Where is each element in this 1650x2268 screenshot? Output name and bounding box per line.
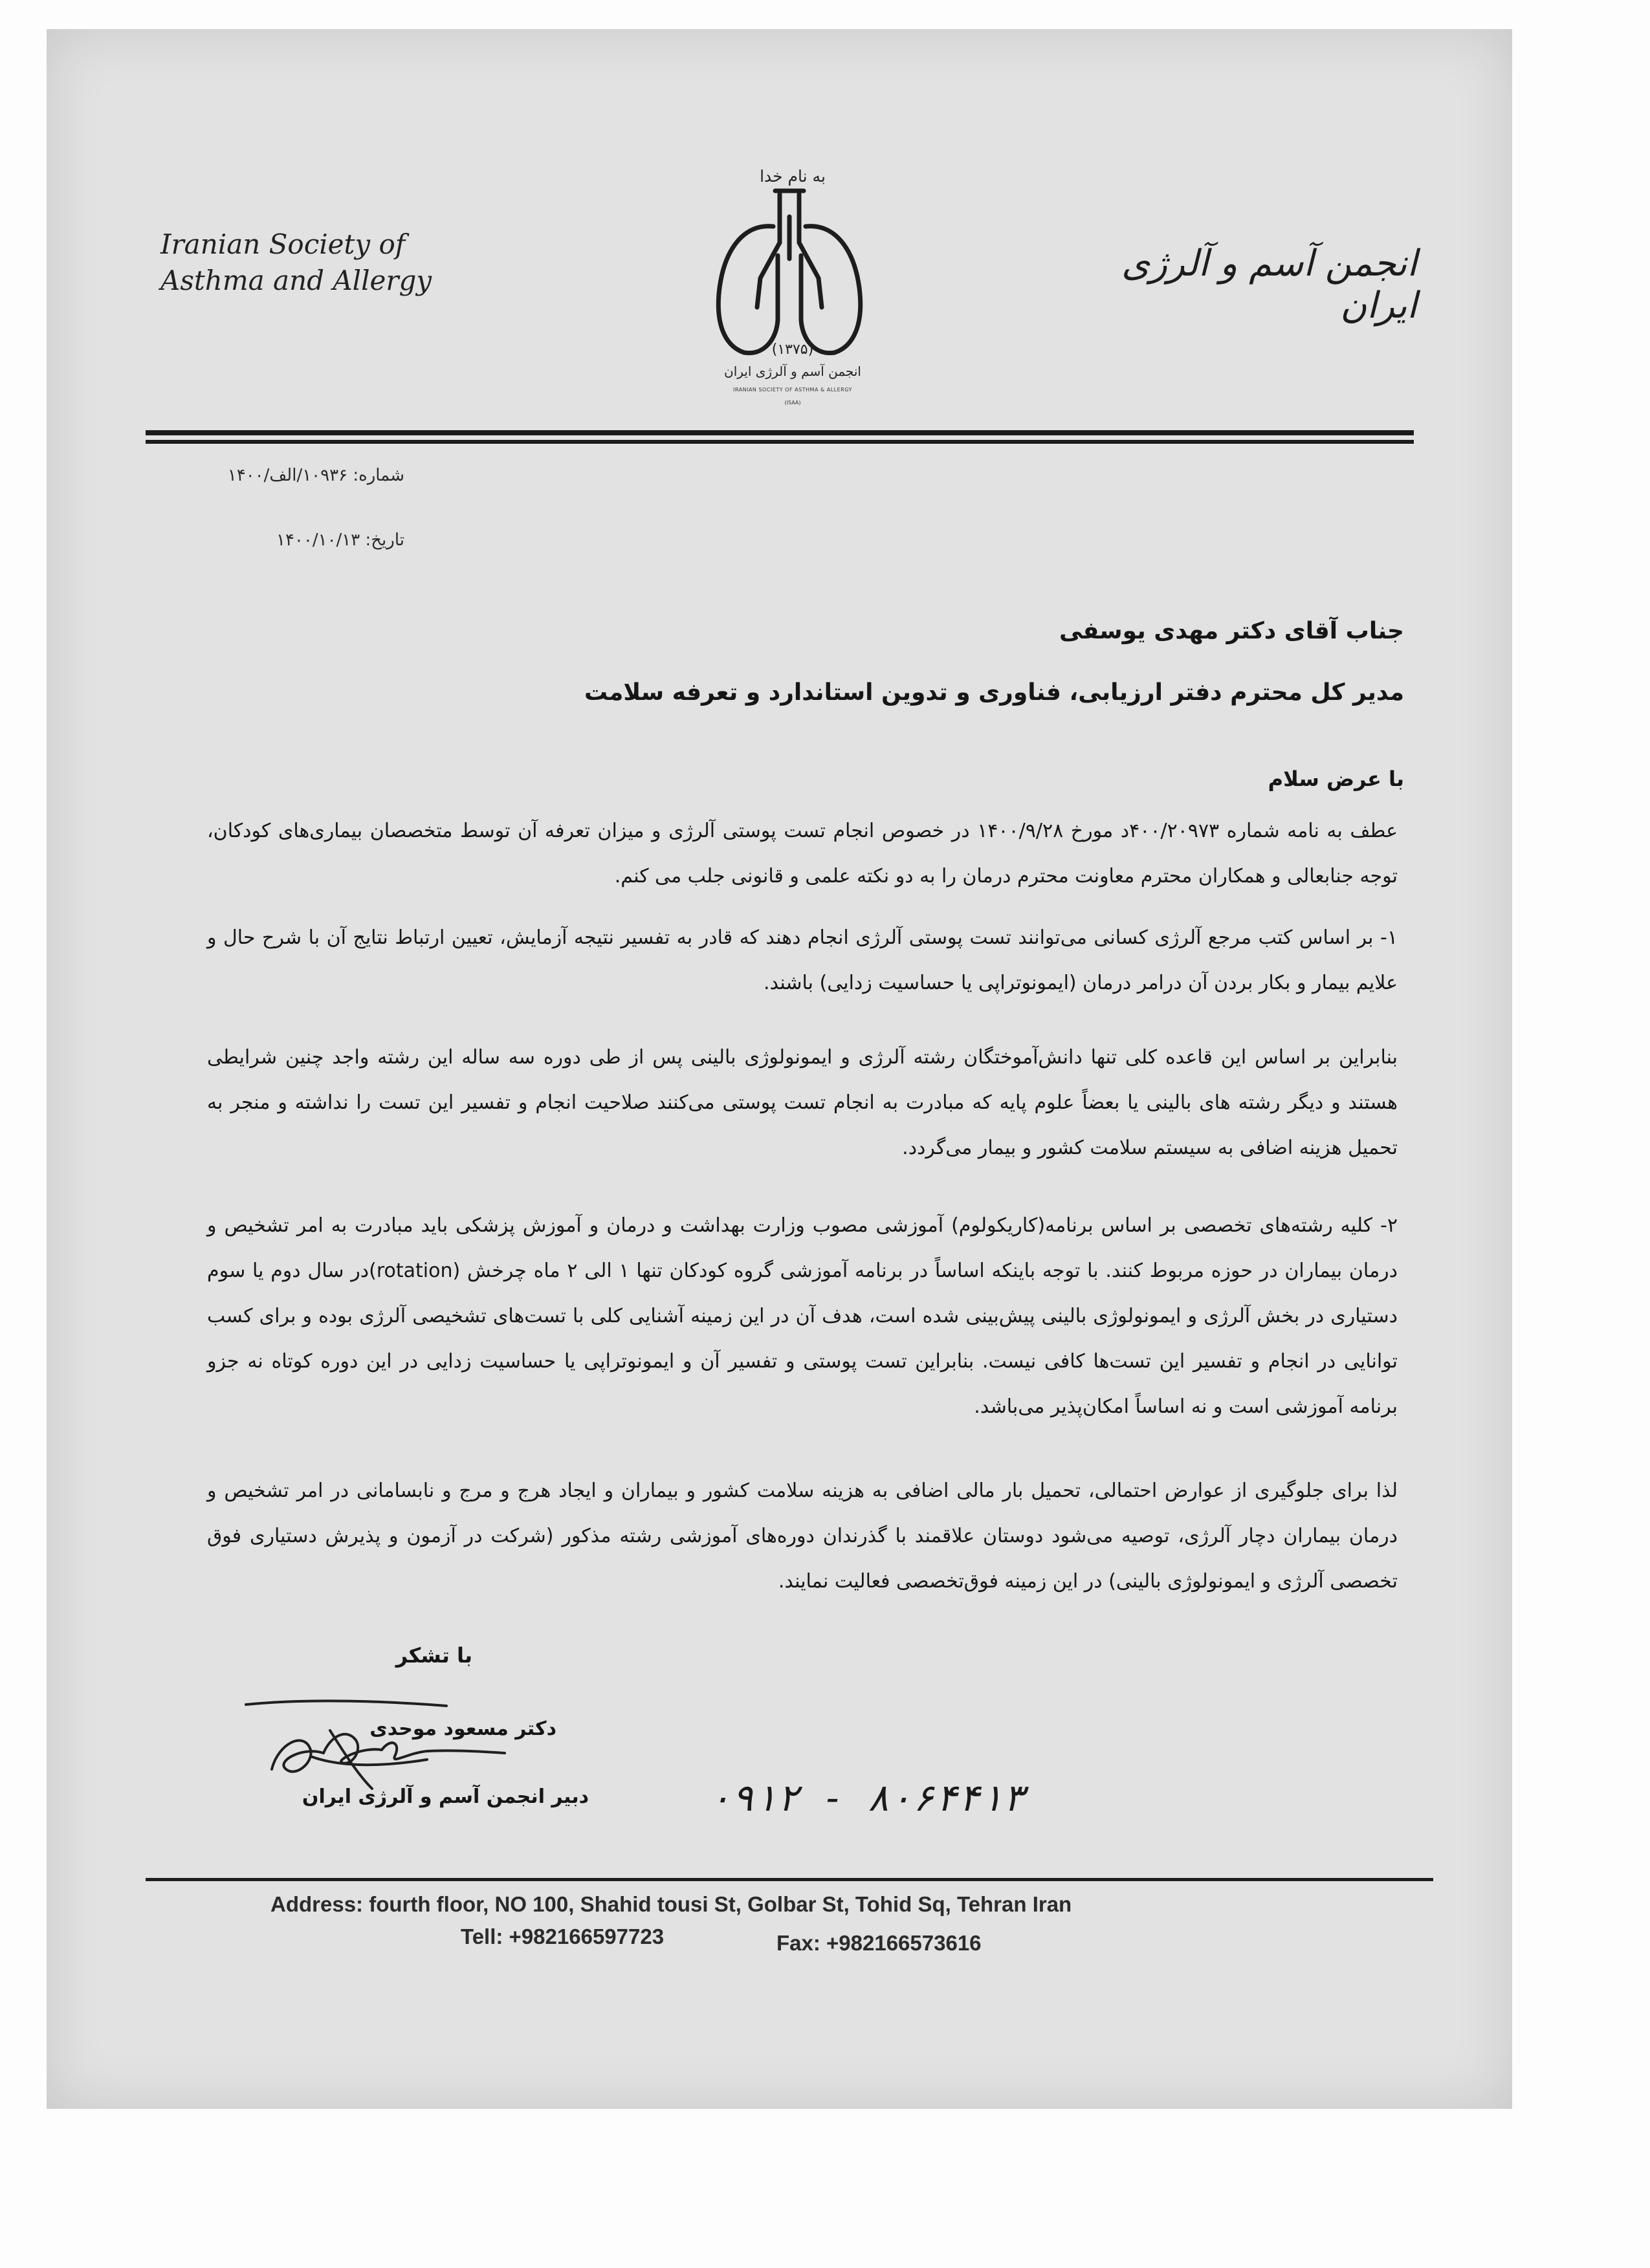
org-name-english-line2: Asthma and Allergy (160, 265, 432, 296)
signer-name: دکتر مسعود موحدی (369, 1717, 556, 1740)
logo-year: (۱۳۷۵) (771, 342, 814, 358)
paragraph-intro: عطف به نامه شماره ۴۰۰/۲۰۹۷۳د مورخ ۱۴۰۰/۹/۲۸ در خصوص انجام تست پوستی آلرژی و میزان تعرفه آن توسط متخصصان بیماری‌های کودکان، توجه جنابعالی و همکاران محترم معاونت محترم درمان را به دو نکته علمی و قانونی جلب می کنم. (207, 820, 1398, 888)
footer-tel: Tell: +982166597723 (461, 1925, 665, 1948)
org-name-english-line1: Iranian Society of (160, 228, 406, 260)
letter-number (146, 466, 404, 485)
paragraph-consequence: بنابراین بر اساس این قاعده کلی تنها دانش‌آموختگان رشته آلرژی و ایمونولوژی بالینی پس از طی دوره سه ساله این رشته واجد چنین شرایطی هستند و دیگر رشته های بالینی یا بعضاً علوم پایه که مبادرت به انجام تست پوستی می‌کنند صلاحیت انجام و تفسیر این تست را نداشته و منجر به تحمیل هزینه اضافی به سیستم سلامت کشور و بیمار می‌گردد. (207, 1046, 1398, 1159)
logo-name-english: IRANIAN SOCIETY OF ASTHMA & ALLERGY (733, 387, 852, 393)
org-name-persian: انجمن آسم و آلرژی ایران (1121, 243, 1417, 327)
paragraph-conclusion: لذا برای جلوگیری از عوارض احتمالی، تحمیل بار مالی اضافی به هزینه سلامت کشور و بیماران و ایجاد هرج و مرج و نابسامانی در امر تشخیص و درمان بیماران دچار آلرژی، توصیه می‌شود دوستان علاقمند با گذرندان دوره‌های آموزشی رشته مذکور (شرکت در آزمون و پذیرش دستیاری فوق تخصصی آلرژی و ایمونولوژی بالینی) در این زمینه فوق‌تخصصی فعالیت نمایند. (207, 1479, 1398, 1593)
org-name-english (160, 226, 497, 299)
letter-date-value: ۱۴۰۰/۱۰/۱۳ (276, 530, 360, 550)
letter-number-value: ۱۰۹۳۶/الف/۱۴۰۰ (227, 466, 348, 485)
letter-date (146, 530, 404, 550)
footer-fax: Fax: +982166573616 (776, 1931, 982, 1955)
letter-number-label: شماره: (353, 466, 404, 485)
footer-divider (146, 1878, 1433, 1881)
logo-name-persian: انجمن آسم و آلرژی ایران (724, 364, 861, 379)
recipient-title: مدیر کل محترم دفتر ارزیابی، فناوری و تدوین استاندارد و تعرفه سلامت (584, 679, 1404, 706)
logo-basmala: به نام خدا (760, 167, 826, 186)
recipient-name: جناب آقای دکتر مهدی یوسفی (1059, 618, 1404, 644)
header-divider-thin (146, 440, 1414, 444)
handwritten-phone-number: ۰۹۱۲ - ۸۰۶۴۴۱۳ (709, 1776, 1026, 1820)
greeting: با عرض سلام (1268, 767, 1404, 791)
header-divider (146, 430, 1414, 435)
paragraph-point-2: ۲- کلیه رشته‌های تخصصی بر اساس برنامه(کاریکولوم) آموزشی مصوب وزارت بهداشت و درمان و آموزش پزشکی باید مبادرت به امر تشخیص و درمان بیماران در حوزه مربوط کنند. با توجه باینکه اساساً در برنامه آموزشی گروه کودکان تنها ۱ الی ۲ ماه چرخش (rotation)در سال دوم یا سوم دستیاری در بخش آلرژی و ایمونولوژی بالینی پیش‌بینی شده است، هدف آن در این زمینه آشنایی کلی با تست‌های تشخیصی آلرژی بوده و برای کسب توانایی در انجام و تفسیر این تست‌ها کافی نیست. بنابراین تست پوستی و تفسیر آن و ایمونوتراپی یا حساسیت زدایی در این دوره کوتاه نه جزو برنامه آموزشی است و نه اساساً امکان‌پذیر می‌باشد. (207, 1214, 1398, 1418)
closing-thanks: با تشکر (395, 1643, 472, 1668)
signer-title: دبیر انجمن آسم و آلرژی ایران (302, 1785, 589, 1808)
letter-date-label: تاریخ: (365, 530, 404, 550)
paragraph-point-1: ۱- بر اساس کتب مرجع آلرژی کسانی می‌توانند تست پوستی آلرژی انجام دهند که قادر به تفسیر نتیجه آزمایش، تعیین ارتباط نتایج آن با شرح حال و علایم بیمار و بکار بردن آن درامر درمان (ایمونوتراپی یا حساسیت زدایی) باشند. (207, 926, 1398, 994)
footer-address: Address: fourth floor, NO 100, Shahid tousi St, Golbar St, Tohid Sq, Tehran Iran (270, 1892, 1072, 1916)
logo-abbreviation: (ISAA) (784, 400, 801, 406)
